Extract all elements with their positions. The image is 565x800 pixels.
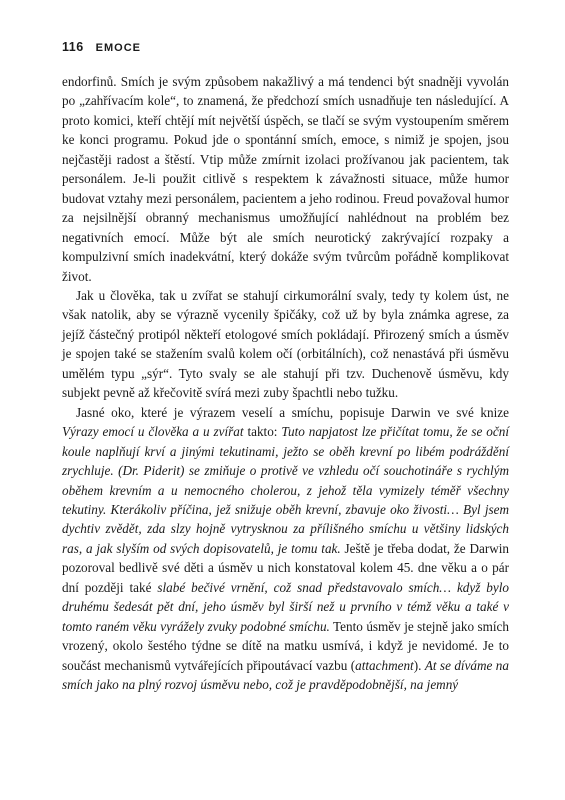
italic-text-run: At se díváme na smích jako na plný rozvoj úsměvu nebo, což je pravděpodobnější, na jemný bbox=[62, 657, 509, 693]
text-run: Jasné oko, které je výrazem veselí a smíchu, popisuje Darwin ve své knize bbox=[76, 404, 509, 420]
italic-text-run: Tuto napjatost lze přičítat tomu, že se oční koule naplňují krví a jinými tekutinami, ježto se oběh krevní po libém podráždění zrychluje. (Dr. Piderit) se zmiňuje o protivě ve vzhledu očí souchotináře s rychlým oběhem krevním a u nemocného cholerou, z jehož těla vymizely téměř všechny tekutiny. Kterákoliv příčina, jež snižuje oběh krevní, zbavuje oko živosti… Byl jsem dychtiv zvědět, zda slzy hojně vytrysknou za přílišného smíchu u většiny lidských ras, a jak slyším od svých dopisovatelů, je tomu tak. bbox=[62, 424, 509, 556]
text-run: ). bbox=[413, 657, 425, 673]
section-title: EMOCE bbox=[95, 42, 141, 54]
paragraph bbox=[62, 286, 509, 403]
text-run: endorfinů. Smích je svým způsobem nakažlivý a má tendenci být snadněji vyvolán po „zahřívacím kole“, to znamená, že předchozí smích usnadňuje ten následující. A proto komici, kteří chtějí mít největší úspěch, se tlačí se svým vystoupením směrem ke konci programu. Pokud jde o spontánní smích, emoce, s nimiž je spojen, jsou nejčastěji radost a štěstí. Vtip může zmírnit izolaci prožívanou jak pacientem, tak personálem. Je-li použit citlivě s respektem k závažnosti situace, může humor budovat vztahy mezi personálem, pacientem a jeho rodinou. Freud považoval humor za nejsilnější obranný mechanismus umožňující nahlédnout na problém bez negativních emocí. Může být ale smích neurotický zakrývající rozpaky a kompulzivní smích inadekvátní, který dokáže svým tvůrcům pořádně komplikovat život. bbox=[62, 74, 509, 284]
paragraph bbox=[62, 403, 509, 695]
body-text bbox=[62, 72, 509, 695]
italic-text-run: Výrazy emocí u člověka a u zvířat bbox=[62, 424, 244, 440]
italic-text-run: attachment bbox=[355, 657, 414, 673]
running-header bbox=[62, 40, 141, 54]
text-run: takto: bbox=[243, 424, 282, 440]
text-run: Jak u člověka, tak u zvířat se stahují cirkumorální svaly, tedy ty kolem úst, ne však natolik, aby se výrazně vycenily špičáky, což už by byla známka agrese, za jejíž částečný protipól někteří etologové smích pokládají. Přirozený smích a úsměv je spojen také se stažením svalů kolem očí (orbitálních), což nenastává při úsměvu umělém typu „sýr“. Tyto svaly se ale stahují při tzv. Duchenově úsměvu, kdy subjekt pevně až křečovitě svírá mezi zuby špachtli nebo tužku. bbox=[62, 287, 509, 401]
text-run: Tento úsměv je stejně jako smích vrozený, okolo šestého týdne se dítě na matku usmívá, i když je nevidomé. Je to součást mechanismů vytvářejících připoutávací vazbu ( bbox=[62, 618, 510, 673]
page-number: 116 bbox=[62, 40, 84, 54]
paragraph bbox=[62, 72, 509, 286]
italic-text-run: slabé bečivé vrnění, což snad představovalo smích… když bylo druhému šedesát pět dní, jeho úsměv byl širší než u prvního v témž věku a také v tomto raném věku vyrážely zvuky podobné smíchu. bbox=[62, 579, 509, 634]
text-run: Ještě je třeba dodat, že Darwin pozoroval bedlivě své děti a úsměv u nich konstatoval kolem 45. dne věku a o pár dní později také bbox=[62, 540, 509, 595]
